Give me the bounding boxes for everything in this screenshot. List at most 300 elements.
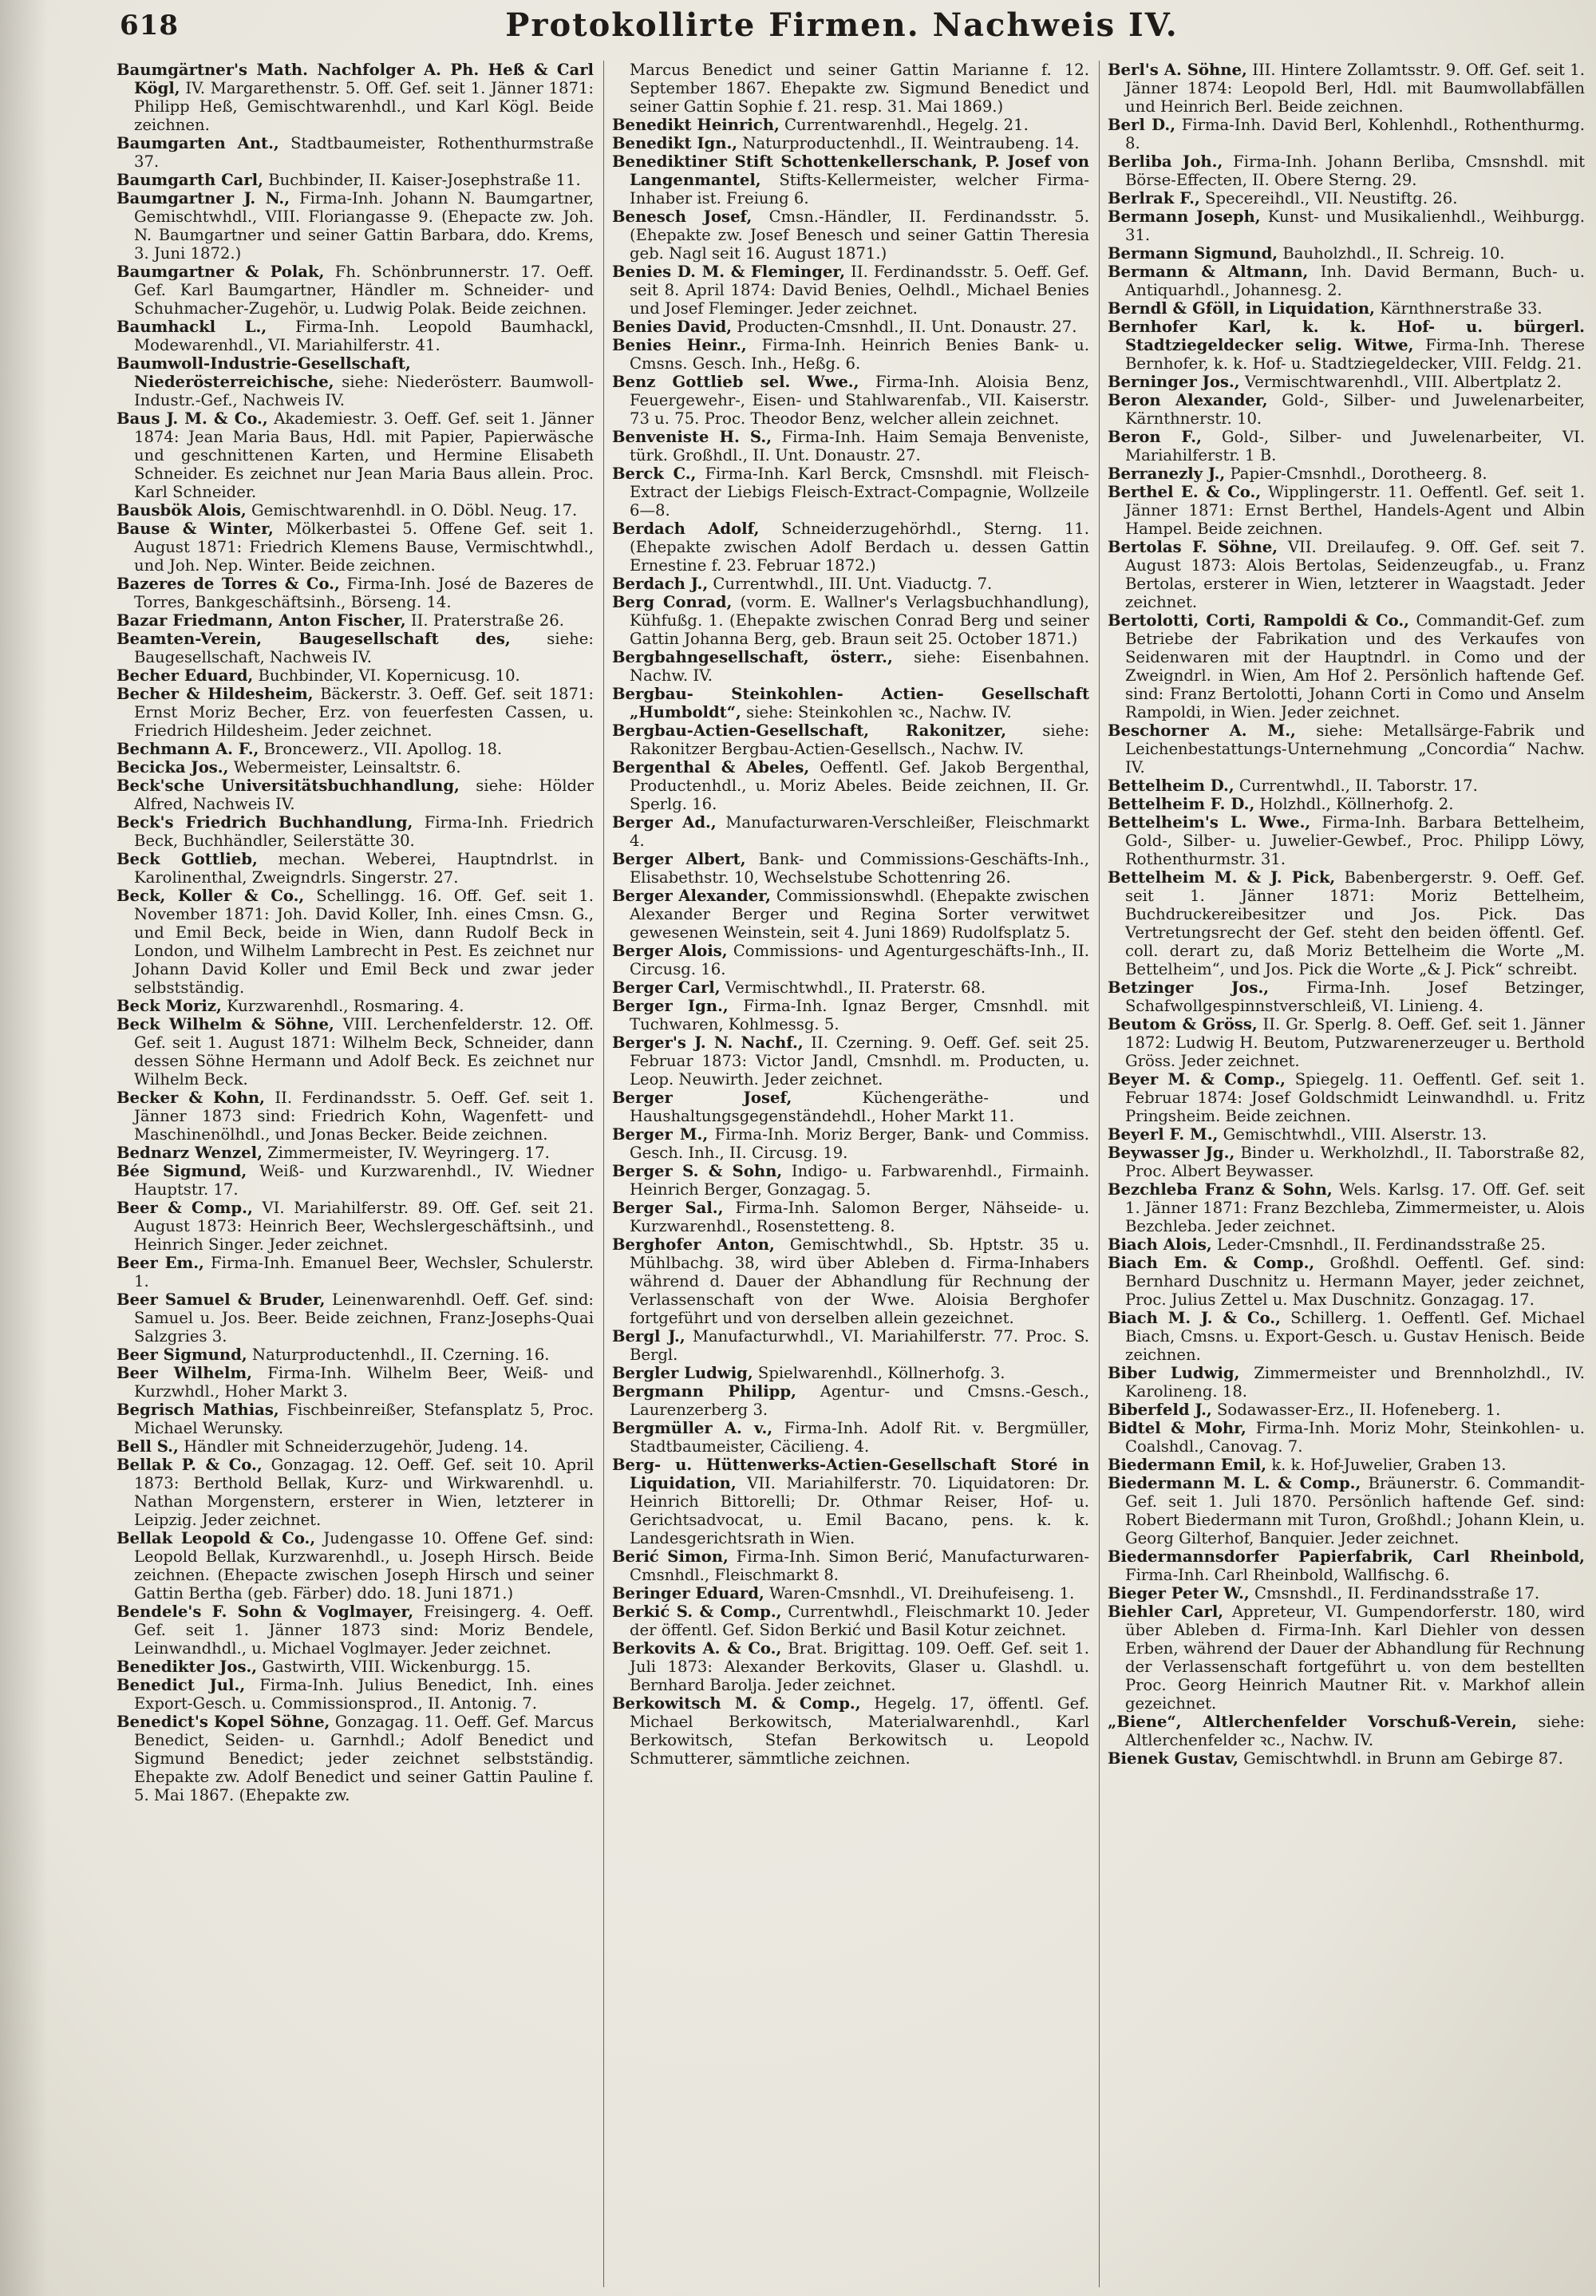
- column-left: [117, 61, 594, 2287]
- firm-name: Bergmüller A. v.,: [612, 1419, 773, 1437]
- firm-entry: [1108, 428, 1585, 464]
- firm-details: Fischbeinreißer, Stefansplatz 5, Proc. Michael Werunsky.: [134, 1401, 594, 1437]
- firm-name: Berger Carl,: [612, 978, 721, 997]
- firm-entry: [612, 263, 1089, 318]
- firm-name: Berghofer Anton,: [612, 1235, 775, 1254]
- firm-name: Bienek Gustav,: [1108, 1749, 1238, 1768]
- firm-name: Bergbau-Actien-Gesellschaft, Rakonitzer,: [612, 721, 1007, 740]
- firm-name: Bause & Winter,: [117, 520, 274, 538]
- firm-details: Großhdl. Oeffentl. Gef. sind: Bernhard Duschnitz u. Hermann Mayer, jeder zeichnet, Proc. Julius Zettel u. Max Duschnitz. Gonzagag. 17.: [1125, 1254, 1585, 1309]
- firm-entry: [612, 978, 1089, 997]
- firm-details: Bank- und Commissions-Geschäfts-Inh., Elisabethstr. 10, Wechselstube Schottenring 26.: [630, 850, 1089, 887]
- firm-name: Becicka Jos.,: [117, 758, 229, 777]
- firm-name: Berliba Joh.,: [1108, 152, 1223, 171]
- firm-name: Berg Conrad,: [612, 593, 733, 611]
- firm-details: Bäckerstr. 3. Oeff. Gef. seit 1871: Ernst Moriz Becher, Erz. von feuerfesten Cassen, u. Friedrich Hildesheim. Jeder zeichnet.: [134, 685, 594, 740]
- firm-name: Berthel E. & Co.,: [1108, 483, 1262, 501]
- firm-name: Benedict Jul.,: [117, 1676, 246, 1694]
- firm-entry: [117, 61, 594, 134]
- firm-details: Schellingg. 16. Off. Gef. seit 1. November 1871: Joh. David Koller, Inh. eines Cmsn. G., und Emil Beck, beide in Wien, dann Rudolf Beck in London, und Wilhelm Lambrecht in Pest. Es zeichnet nur Johann David Koller und Emil Beck und zwar jeder selbstständig.: [134, 887, 594, 997]
- firm-details: Appreteur, VI. Gumpendorferstr. 180, wird über Ableben d. Firma-Inh. Karl Diehler von dessen Erben, während der Dauer der Abhandlung für Rechnung der Verlassenschaft fortgeführt u. von dem bestellten Proc. Georg Heinrich Mautner Rit. v. Markhof allein gezeichnet.: [1125, 1602, 1585, 1713]
- firm-details: Hegelg. 17, öffentl. Gef. Michael Berkowitsch, Materialwarenhdl., Karl Berkowitsch, Stefan Berkowitsch u. Leopold Schmutterer, sämmtliche zeichnen.: [630, 1694, 1089, 1768]
- firm-entry: [612, 1125, 1089, 1162]
- firm-entry: [117, 409, 594, 501]
- firm-name: Biehler Carl,: [1108, 1602, 1224, 1621]
- firm-name: Bettelheim D.,: [1108, 777, 1235, 795]
- firm-details: Kurzwarenhdl., Rosmaring. 4.: [227, 997, 464, 1015]
- firm-details: Naturproductenhdl., II. Czerning. 16.: [251, 1346, 550, 1364]
- firm-name: Becker & Kohn,: [117, 1089, 265, 1107]
- firm-name: Berić Simon,: [612, 1547, 729, 1566]
- firm-name: Beer Sigmund,: [117, 1346, 247, 1364]
- firm-details: Mölkerbastei 5. Offene Gef. seit 1. August 1871: Friedrich Klemens Bause, Vermischtwhdl., und Joh. Nep. Winter. Beide zeichnen.: [134, 520, 594, 575]
- firm-name: Baumgärtner's Math. Nachfolger A. Ph. Heß & Carl Kögl,: [117, 61, 594, 97]
- firm-details: Zimmermeister, IV. Weyringerg. 17.: [267, 1144, 550, 1162]
- firm-details: Händler mit Schneiderzugehör, Judeng. 14.: [184, 1437, 528, 1456]
- firm-details: Papier-Cmsnhdl., Dorotheerg. 8.: [1230, 464, 1487, 483]
- firm-name: Beer Em.,: [117, 1254, 204, 1272]
- firm-name: Benies David,: [612, 318, 733, 336]
- firm-details: siehe: Steinkohlen ꝛc., Nachw. IV.: [746, 703, 1012, 721]
- firm-entry: [1108, 777, 1585, 795]
- firm-name: Bettelheim M. & J. Pick,: [1108, 868, 1336, 887]
- firm-name: Bell S.,: [117, 1437, 179, 1456]
- firm-details: VII. Dreilaufeg. 9. Off. Gef. seit 7. August 1873: Alois Bertolas, Seidenzeugfab., u. Franz Bertolas, ersterer in Wien, letzterer in Waagstadt. Jeder zeichnet.: [1125, 538, 1585, 611]
- firm-details: Gemischtwhdl. in Brunn am Gebirge 87.: [1243, 1749, 1563, 1768]
- firm-entry: [612, 1419, 1089, 1456]
- firm-details: Firma-Inh. Heinrich Benies Bank- u. Cmsns. Gesch. Inh., Heßg. 6.: [630, 336, 1089, 373]
- firm-name: Berdach J.,: [612, 575, 709, 593]
- firm-entry: [612, 1089, 1089, 1125]
- firm-name: Bermann Joseph,: [1108, 207, 1261, 226]
- firm-details: Firma-Inh. Therese Bernhofer, k. k. Hof- u. Stadtziegeldecker, VIII. Feldg. 21.: [1125, 336, 1585, 373]
- firm-details: Currentwhdl., Fleischmarkt 10. Jeder der öffentl. Gef. Sidon Berkić und Basil Kotur zeichnet.: [630, 1602, 1089, 1639]
- firm-name: Berkovits A. & Co.,: [612, 1639, 782, 1658]
- firm-entry: [1108, 483, 1585, 538]
- firm-entry: [612, 997, 1089, 1033]
- firm-entry: [117, 1602, 594, 1658]
- firm-entry: [117, 685, 594, 740]
- firm-entry: [612, 207, 1089, 263]
- firm-name: Berndl & Gföll, in Liquidation,: [1108, 299, 1375, 318]
- firm-name: Bazeres de Torres & Co.,: [117, 575, 340, 593]
- firm-entry: [117, 263, 594, 318]
- firm-entry: [612, 1162, 1089, 1199]
- firm-entry: [612, 1602, 1089, 1639]
- firm-name: Beschorner A. M.,: [1108, 721, 1296, 740]
- firm-details: Gastwirth, VIII. Wickenburgg. 15.: [262, 1658, 531, 1676]
- firm-name: Berninger Jos.,: [1108, 373, 1240, 391]
- firm-entry: [612, 1639, 1089, 1694]
- firm-entry: [117, 777, 594, 813]
- firm-name: Berl D.,: [1108, 116, 1176, 134]
- firm-details: Judengasse 10. Offene Gef. sind: Leopold Bellak, Kurzwarenhdl., u. Joseph Hirsch. Beide zeichnen. (Ehepacte zwischen Joseph Hirsch und seiner Gattin Bertha (geb. Färber) ddo. 18. Juni 1871.): [134, 1529, 594, 1602]
- firm-name: Becher & Hildesheim,: [117, 685, 314, 703]
- firm-entry: [612, 721, 1089, 758]
- firm-name: Bechmann A. F.,: [117, 740, 259, 758]
- firm-entry: [612, 1327, 1089, 1364]
- firm-name: Berger Alois,: [612, 942, 728, 960]
- firm-details: Buchbinder, VI. Kopernicusg. 10.: [258, 666, 520, 685]
- firm-name: Becher Eduard,: [117, 666, 254, 685]
- firm-details: Wels. Karlsg. 17. Off. Gef. seit 1. Jänner 1871: Franz Bezchleba, Zimmermeister, u. Alois Bezchleba. Jeder zeichnet.: [1125, 1180, 1585, 1235]
- firm-entry: [612, 850, 1089, 887]
- firm-entry: [1108, 299, 1585, 318]
- firm-name: Beck'sche Universitätsbuchhandlung,: [117, 777, 460, 795]
- firm-name: „Biene“, Altlerchenfelder Vorschuß-Verein,: [1108, 1713, 1517, 1731]
- firm-details: Broncewerz., VII. Apollog. 18.: [263, 740, 503, 758]
- firm-entry: [117, 1658, 594, 1676]
- firm-name: Baumhackl L.,: [117, 318, 267, 336]
- firm-name: Bertolas F. Söhne,: [1108, 538, 1278, 556]
- firm-entry: [117, 189, 594, 263]
- firm-entry: [117, 887, 594, 997]
- firm-details: k. k. Hof-Juwelier, Graben 13.: [1271, 1456, 1507, 1474]
- firm-details: III. Hintere Zollamtsstr. 9. Off. Gef. seit 1. Jänner 1874: Leopold Berl, Hdl. mit Baumwollabfällen und Heinrich Berl. Beide zeichnen.: [1125, 61, 1585, 116]
- firm-name: Bausbök Alois,: [117, 501, 247, 520]
- firm-details: Holzhdl., Köllnerhofg. 2.: [1259, 795, 1454, 813]
- firm-name: Biber Ludwig,: [1108, 1364, 1240, 1382]
- firm-details: Bräunerstr. 6. Commandit-Gef. seit 1. Juli 1870. Persönlich haftende Gef. sind: Robert Biedermann mit Turon, Großhdl.; Johann Klein, u. Georg Gilterhof, Banquier. Jeder zeichnet.: [1125, 1474, 1585, 1547]
- firm-entry: [1108, 373, 1585, 391]
- firm-details: Firma-Inh. Wilhelm Beer, Weiß- und Kurzwhdl., Hoher Markt 3.: [134, 1364, 594, 1401]
- firm-name: Bendele's F. Sohn & Voglmayer,: [117, 1602, 414, 1621]
- firm-details: siehe: Hölder Alfred, Nachweis IV.: [134, 777, 594, 813]
- firm-details: Waren-Cmsnhdl., VI. Dreihufeiseng. 1.: [769, 1584, 1075, 1602]
- firm-name: Baumgartner J. N.,: [117, 189, 290, 207]
- firm-details: Küchengeräthe- und Haushaltungsgegenständehdl., Hoher Markt 11.: [630, 1089, 1089, 1125]
- firm-entry: [117, 758, 594, 777]
- firm-details: Spielwarenhdl., Köllnerhofg. 3.: [757, 1364, 1005, 1382]
- firm-name: Biach M. J. & Co.,: [1108, 1309, 1281, 1327]
- firm-name: Bieger Peter W.,: [1108, 1584, 1250, 1602]
- firm-details: II. Ferdinandsstr. 5. Oeff. Gef. seit 8. April 1874: David Benies, Oelhdl., Michael Benies und Josef Fleminger. Jeder zeichnet.: [630, 263, 1089, 318]
- firm-details: Gold-, Silber- und Juwelenarbeiter, Kärnthnerstr. 10.: [1125, 391, 1585, 428]
- firm-name: Berkowitsch M. & Comp.,: [612, 1694, 861, 1713]
- firm-details: Vermischtwarenhdl., VIII. Albertplatz 2.: [1244, 373, 1562, 391]
- firm-name: Benedikter Jos.,: [117, 1658, 258, 1676]
- firm-details: Cmsnshdl., II. Ferdinandsstraße 17.: [1254, 1584, 1540, 1602]
- firm-entry: [1108, 207, 1585, 244]
- firm-details: Firma-Inh. Johann Berliba, Cmsnshdl. mit Börse-Effecten, II. Obere Sterng. 29.: [1125, 152, 1585, 189]
- page-number: 618: [120, 10, 179, 41]
- text-columns: [117, 61, 1585, 2287]
- firm-entry: [117, 1401, 594, 1437]
- firm-details: Marcus Benedict und seiner Gattin Marianne f. 12. September 1867. Ehepakte zw. Sigmund Benedict und seiner Gattin Sophie f. 21. resp. 31. Mai 1869.): [630, 61, 1089, 116]
- firm-name: Berger Sal.,: [612, 1199, 724, 1217]
- firm-name: Bazar Friedmann, Anton Fischer,: [117, 611, 406, 630]
- firm-entry: [612, 464, 1089, 520]
- firm-details: siehe: Baugesellschaft, Nachweis IV.: [134, 630, 594, 666]
- firm-details: Indigo- u. Farbwarenhdl., Firmainh. Heinrich Berger, Gonzagag. 5.: [630, 1162, 1089, 1199]
- firm-details: VI. Mariahilferstr. 89. Off. Gef. seit 21. August 1873: Heinrich Beer, Wechslergeschäftsinh., und Heinrich Singer. Jeder zeichnet.: [134, 1199, 594, 1254]
- firm-details: siehe: Eisenbahnen. Nachw. IV.: [630, 648, 1089, 685]
- firm-entry: [1108, 1235, 1585, 1254]
- firm-details: Stifts-Kellermeister, welcher Firma-Inhaber ist. Freiung 6.: [630, 171, 1089, 207]
- firm-entry: [117, 997, 594, 1015]
- firm-details: Firma-Inh. Moriz Mohr, Steinkohlen- u. Coalshdl., Canovag. 7.: [1125, 1419, 1585, 1456]
- firm-name: Beamten-Verein, Baugesellschaft des,: [117, 630, 511, 648]
- firm-details: Sodawasser-Erz., II. Hofeneberg. 1.: [1216, 1401, 1501, 1419]
- firm-name: Baumgarth Carl,: [117, 171, 263, 189]
- firm-name: Beyerl F. M.,: [1108, 1125, 1219, 1144]
- firm-name: Beer Wilhelm,: [117, 1364, 252, 1382]
- firm-entry: [612, 134, 1089, 152]
- firm-name: Bernhofer Karl, k. k. Hof- u. bürgerl. Stadtziegeldecker selig. Witwe,: [1108, 318, 1585, 354]
- firm-name: Berger Alexander,: [612, 887, 771, 905]
- firm-details: Buchbinder, II. Kaiser-Josephstraße 11.: [268, 171, 581, 189]
- firm-entry: [1108, 116, 1585, 152]
- firm-entry: [117, 813, 594, 850]
- firm-entry: [117, 520, 594, 575]
- firm-entry: [117, 630, 594, 666]
- firm-entry: [1108, 244, 1585, 263]
- firm-details: Spiegelg. 11. Oeffentl. Gef. seit 1. Februar 1874: Josef Goldschmidt Leinwandhdl. u. Fritz Pringsheim. Beide zeichnen.: [1125, 1070, 1585, 1125]
- firm-name: Biedermann M. L. & Comp.,: [1108, 1474, 1361, 1492]
- firm-details: siehe: Niederösterr. Baumwoll-Industr.-Gef., Nachweis IV.: [134, 373, 594, 409]
- firm-entry: [1108, 464, 1585, 483]
- firm-name: Berg- u. Hüttenwerks-Actien-Gesellschaft Storé in Liquidation,: [612, 1456, 1089, 1492]
- firm-details: Currentwhdl., III. Unt. Viaductg. 7.: [713, 575, 993, 593]
- firm-name: Berger Josef,: [612, 1089, 792, 1107]
- firm-details: VIII. Lerchenfelderstr. 12. Off. Gef. seit 1. August 1871: Wilhelm Beck, Schneider, dann dessen Söhne Hermann und Adolf Beck. Es zeichnet nur Wilhelm Beck.: [134, 1015, 594, 1089]
- firm-details: IV. Margarethenstr. 5. Off. Gef. seit 1. Jänner 1871: Philipp Heß, Gemischtwarenhdl., und Karl Kögl. Beide zeichnen.: [134, 79, 594, 134]
- firm-name: Begrisch Mathias,: [117, 1401, 279, 1419]
- firm-entry: [117, 850, 594, 887]
- firm-name: Beutom & Gröss,: [1108, 1015, 1258, 1033]
- firm-name: Benies D. M. & Fleminger,: [612, 263, 846, 281]
- firm-entry: [1108, 1144, 1585, 1180]
- firm-entry: [1108, 611, 1585, 721]
- firm-entry: [117, 1529, 594, 1602]
- firm-entry: [612, 685, 1089, 721]
- firm-entry: [117, 666, 594, 685]
- firm-entry: [612, 1694, 1089, 1768]
- firm-name: Biberfeld J.,: [1108, 1401, 1212, 1419]
- firm-details: Schneiderzugehörhdl., Sterng. 11. (Ehepakte zwischen Adolf Berdach u. dessen Gattin Ernestine f. 23. Februar 1872.): [630, 520, 1089, 575]
- firm-entry: [117, 611, 594, 630]
- firm-entry: [1108, 813, 1585, 868]
- firm-entry: [117, 1089, 594, 1144]
- firm-entry: [612, 428, 1089, 464]
- firm-details: Gonzagag. 12. Oeff. Gef. seit 10. April 1873: Berthold Bellak, Kurz- und Wirkwarenhdl. u. Nathan Morgenstern, ersterer in Wien, letzterer in Leipzig. Jeder zeichnet.: [134, 1456, 594, 1529]
- firm-name: Beck Moriz,: [117, 997, 222, 1015]
- firm-name: Betzinger Jos.,: [1108, 978, 1270, 997]
- firm-name: Bergler Ludwig,: [612, 1364, 753, 1382]
- firm-entry: [1108, 538, 1585, 611]
- firm-name: Benveniste H. S.,: [612, 428, 772, 446]
- firm-details: Specereihdl., VII. Neustiftg. 26.: [1205, 189, 1458, 207]
- firm-entry: [1108, 391, 1585, 428]
- firm-entry: [612, 887, 1089, 942]
- firm-details: Leder-Cmsnhdl., II. Ferdinandsstraße 25.: [1216, 1235, 1546, 1254]
- firm-name: Bezchleba Franz & Sohn,: [1108, 1180, 1333, 1199]
- firm-details: Webermeister, Leinsaltstr. 6.: [233, 758, 461, 777]
- firm-entry: [1108, 1309, 1585, 1364]
- page-edge-shadow: [0, 0, 48, 2296]
- firm-entry: [117, 354, 594, 409]
- firm-entry: [117, 171, 594, 189]
- firm-entry: [117, 1144, 594, 1162]
- firm-details: Firma-Inh. Aloisia Benz, Feuergewehr-, Eisen- und Stahlwarenfab., VII. Kaiserstr. 73 u. 75. Proc. Theodor Benz, welcher allein zeichnet.: [630, 373, 1089, 428]
- firm-name: Bettelheim's L. Wwe.,: [1108, 813, 1311, 832]
- page-title: Protokollirte Firmen. Nachweis IV.: [505, 6, 1179, 44]
- firm-details: Gonzagag. 11. Oeff. Gef. Marcus Benedict, Seiden- u. Garnhdl.; Adolf Benedict und Sigmund Benedict; jeder zeichnet selbstständig. Ehepakte zw. Adolf Benedict und seiner Gattin Pauline f. 5. Mai 1867. (Ehepakte zw.: [134, 1713, 594, 1804]
- firm-details: Firma-Inh. Barbara Bettelheim, Gold-, Silber- u. Juwelier-Gewbef., Proc. Philipp Löwy, Rothenthurmstr. 31.: [1125, 813, 1585, 868]
- firm-details: Currentwhdl., II. Taborstr. 17.: [1238, 777, 1478, 795]
- firm-name: Bergbau- Steinkohlen- Actien- Gesellschaft „Humboldt“,: [612, 685, 1089, 721]
- firm-name: Beron Alexander,: [1108, 391, 1268, 409]
- firm-details: Firma-Inh. Emanuel Beer, Wechsler, Schulerstr. 1.: [134, 1254, 594, 1290]
- firm-name: Beer Samuel & Bruder,: [117, 1290, 326, 1309]
- firm-entry: [117, 1437, 594, 1456]
- firm-details: Wipplingerstr. 11. Oeffentl. Gef. seit 1. Jänner 1871: Ernst Berthel, Handels-Agent und Albin Hampel. Beide zeichnen.: [1125, 483, 1585, 538]
- firm-details: Leinenwarenhdl. Oeff. Gef. sind: Samuel u. Jos. Beer. Beide zeichnen, Franz-Josephs-Quai Salzgries 3.: [134, 1290, 594, 1346]
- firm-details: Producten-Cmsnhdl., II. Unt. Donaustr. 27.: [737, 318, 1077, 336]
- firm-entry: [117, 1346, 594, 1364]
- firm-details: Gemischtwarenhdl. in O. Döbl. Neug. 17.: [251, 501, 578, 520]
- firm-entry: [612, 61, 1089, 116]
- firm-name: Beringer Eduard,: [612, 1584, 764, 1602]
- firm-entry: [117, 1676, 594, 1713]
- firm-name: Bettelheim F. D.,: [1108, 795, 1255, 813]
- firm-details: siehe: Rakonitzer Bergbau-Actien-Gesellsch., Nachw. IV.: [630, 721, 1089, 758]
- firm-details: Akademiestr. 3. Oeff. Gef. seit 1. Jänner 1874: Jean Maria Baus, Hdl. mit Papier, Papierwäsche und geschnittenen Karten, und Hermine Elisabeth Schneider. Es zeichnet nur Jean Maria Baus allein. Proc. Karl Schneider.: [134, 409, 594, 501]
- firm-entry: [117, 575, 594, 611]
- firm-name: Bergbahngesellschaft, österr.,: [612, 648, 893, 666]
- firm-name: Bellak P. & Co.,: [117, 1456, 263, 1474]
- firm-details: siehe: Altlerchenfelder ꝛc., Nachw. IV.: [1125, 1713, 1585, 1749]
- firm-details: Freisingerg. 4. Oeff. Gef. seit 1. Jänner 1873 sind: Moriz Bendele, Leinwandhdl., u. Michael Voglmayer. Jeder zeichnet.: [134, 1602, 594, 1658]
- firm-name: Benz Gottlieb sel. Wwe.,: [612, 373, 859, 391]
- firm-details: Cmsn.-Händler, II. Ferdinandsstr. 5. (Ehepakte zw. Josef Benesch und seiner Gattin Theresia geb. Nagl seit 16. August 1871.): [630, 207, 1089, 263]
- firm-entry: [612, 1584, 1089, 1602]
- firm-entry: [117, 1162, 594, 1199]
- firm-details: Manufacturwhdl., VI. Mariahilferstr. 77. Proc. S. Bergl.: [630, 1327, 1089, 1364]
- column-middle: [603, 61, 1089, 2287]
- firm-name: Berck C.,: [612, 464, 697, 483]
- firm-name: Biedermannsdorfer Papierfabrik, Carl Rheinbold,: [1108, 1547, 1585, 1566]
- firm-entry: [612, 1364, 1089, 1382]
- firm-details: Firma-Inh. David Berl, Kohlenhdl., Rothenthurmg. 8.: [1125, 116, 1585, 152]
- firm-name: Bermann Sigmund,: [1108, 244, 1278, 263]
- firm-details: Zimmermeister und Brennholzhdl., IV. Karolineng. 18.: [1125, 1364, 1585, 1401]
- firm-entry: [1108, 1419, 1585, 1456]
- firm-details: II. Praterstraße 26.: [410, 611, 564, 630]
- firm-entry: [612, 648, 1089, 685]
- firm-details: Firma-Inh. Johann N. Baumgartner, Gemischtwhdl., VIII. Floriangasse 9. (Ehepacte zw. Joh. N. Baumgartner und seiner Gattin Barbara, ddo. Krems, 3. Juni 1872.): [134, 189, 594, 263]
- firm-details: Firma-Inh. Haim Semaja Benveniste, türk. Großhdl., II. Unt. Donaustr. 27.: [630, 428, 1089, 464]
- firm-entry: [612, 575, 1089, 593]
- firm-entry: [117, 318, 594, 354]
- firm-details: Firma-Inh. Simon Berić, Manufacturwaren-Cmsnhdl., Fleischmarkt 8.: [630, 1547, 1089, 1584]
- firm-name: Beron F.,: [1108, 428, 1202, 446]
- firm-name: Berranezly J.,: [1108, 464, 1226, 483]
- firm-name: Beer & Comp.,: [117, 1199, 253, 1217]
- firm-entry: [612, 1033, 1089, 1089]
- firm-entry: [1108, 1125, 1585, 1144]
- firm-name: Benesch Josef,: [612, 207, 753, 226]
- firm-name: Benedikt Ign.,: [612, 134, 738, 152]
- firm-name: Beyer M. & Comp.,: [1108, 1070, 1286, 1089]
- firm-details: Firma-Inh. Ignaz Berger, Cmsnhdl. mit Tuchwaren, Kohlmessg. 5.: [630, 997, 1089, 1033]
- firm-entry: [612, 152, 1089, 207]
- firm-name: Benedikt Heinrich,: [612, 116, 780, 134]
- firm-entry: [1108, 1584, 1585, 1602]
- firm-entry: [117, 1713, 594, 1804]
- firm-entry: [1108, 1254, 1585, 1309]
- firm-name: Bednarz Wenzel,: [117, 1144, 263, 1162]
- firm-details: Firma-Inh. Carl Rheinbold, Wallfischg. 6.: [1125, 1566, 1450, 1584]
- firm-entry: [612, 1199, 1089, 1235]
- firm-name: Berger Albert,: [612, 850, 746, 868]
- firm-name: Berlrak F.,: [1108, 189, 1200, 207]
- firm-details: Firma-Inh. Moriz Berger, Bank- und Commiss. Gesch. Inh., II. Circusg. 19.: [630, 1125, 1089, 1162]
- firm-entry: [117, 1199, 594, 1254]
- firm-name: Benies Heinr.,: [612, 336, 747, 354]
- firm-entry: [117, 1290, 594, 1346]
- firm-details: Kärnthnerstraße 33.: [1380, 299, 1543, 318]
- firm-entry: [117, 1456, 594, 1529]
- firm-entry: [612, 116, 1089, 134]
- firm-name: Bellak Leopold & Co.,: [117, 1529, 316, 1547]
- firm-name: Biedermann Emil,: [1108, 1456, 1267, 1474]
- firm-name: Beck Wilhelm & Söhne,: [117, 1015, 334, 1033]
- firm-name: Beck's Friedrich Buchhandlung,: [117, 813, 413, 832]
- firm-details: II. Gr. Sperlg. 8. Oeff. Gef. seit 1. Jänner 1872: Ludwig H. Beutom, Putzwarenerzeuger u. Berthold Gröss. Jeder zeichnet.: [1125, 1015, 1585, 1070]
- firm-name: Bée Sigmund,: [117, 1162, 247, 1180]
- firm-name: Bertolotti, Corti, Rampoldi & Co.,: [1108, 611, 1409, 630]
- firm-details: Bauholzhdl., II. Schreig. 10.: [1282, 244, 1505, 263]
- firm-details: (vorm. E. Wallner's Verlagsbuchhandlung), Kühfußg. 1. (Ehepakte zwischen Conrad Berg und seiner Gattin Johanna Berg, geb. Braun seit 25. October 1871.): [630, 593, 1089, 648]
- firm-details: Firma-Inh. Karl Berck, Cmsnshdl. mit Fleisch-Extract der Liebigs Fleisch-Extract-Compagnie, Wollzeile 6—8.: [630, 464, 1089, 520]
- firm-details: Firma-Inh. Julius Benedict, Inh. eines Export-Gesch. u. Commissionsprod., II. Antonig. 7.: [134, 1676, 594, 1713]
- firm-details: II. Ferdinandsstr. 5. Oeff. Gef. seit 1. Jänner 1873 sind: Friedrich Kohn, Wagenfett- und Maschinenölhdl., und Jonas Becker. Beide zeichnen.: [134, 1089, 594, 1144]
- firm-entry: [612, 813, 1089, 850]
- firm-details: Gemischtwhdl., VIII. Alserstr. 13.: [1223, 1125, 1487, 1144]
- firm-name: Berger's J. N. Nachf.,: [612, 1033, 804, 1052]
- firm-entry: [117, 134, 594, 171]
- firm-details: Fh. Schönbrunnerstr. 17. Oeff. Gef. Karl Baumgartner, Händler m. Schneider- und Schuhmacher-Zugehör, u. Ludwig Polak. Beide zeichnen.: [134, 263, 594, 318]
- firm-entry: [117, 1364, 594, 1401]
- firm-name: Baus J. M. & Co.,: [117, 409, 268, 428]
- firm-entry: [1108, 1474, 1585, 1547]
- firm-details: Firma-Inh. Leopold Baumhackl, Modewarenhdl., VI. Mariahilferstr. 41.: [134, 318, 594, 354]
- firm-name: Biach Em. & Comp.,: [1108, 1254, 1315, 1272]
- firm-details: Schillerg. 1. Oeffentl. Gef. Michael Biach, Cmsns. u. Export-Gesch. u. Gustav Henisch. Beide zeichnen.: [1125, 1309, 1585, 1364]
- firm-entry: [1108, 152, 1585, 189]
- firm-entry: [1108, 1456, 1585, 1474]
- firm-name: Berl's A. Söhne,: [1108, 61, 1247, 79]
- firm-name: Berdach Adolf,: [612, 520, 760, 538]
- firm-name: Bergl J.,: [612, 1327, 685, 1346]
- firm-name: Baumgartner & Polak,: [117, 263, 325, 281]
- firm-details: Stadtbaumeister, Rothenthurmstraße 37.: [134, 134, 594, 171]
- firm-entry: [1108, 1180, 1585, 1235]
- firm-name: Beywasser Jg.,: [1108, 1144, 1235, 1162]
- firm-name: Baumgarten Ant.,: [117, 134, 279, 152]
- firm-entry: [1108, 189, 1585, 207]
- firm-entry: [612, 318, 1089, 336]
- firm-name: Berger Ign.,: [612, 997, 729, 1015]
- firm-details: Oeffentl. Gef. Jakob Bergenthal, Productenhdl., u. Moriz Abeles. Beide zeichnen, II. Gr. Sperlg. 16.: [630, 758, 1089, 813]
- firm-entry: [612, 1382, 1089, 1419]
- firm-details: Babenbergerstr. 9. Oeff. Gef. seit 1. Jänner 1871: Moriz Bettelheim, Buchdruckereibesitzer und Jos. Pick. Das Vertretungsrecht der Gef. steht den beiden öffentl. Gef. coll. derart zu, daß Moriz Bettelheim die Worte „M. Bettelheim“, und Jos. Pick die Worte „& J. Pick“ schreibt.: [1125, 868, 1585, 978]
- firm-name: Berkić S. & Comp.,: [612, 1602, 782, 1621]
- firm-details: Commissionswhdl. (Ehepakte zwischen Alexander Berger und Regina Sorter verwitwet gewesenen Weinstein, seit 4. Juni 1869) Rudolfsplatz 5.: [630, 887, 1089, 942]
- firm-details: Commissions- und Agenturgeschäfts-Inh., II. Circusg. 16.: [630, 942, 1089, 978]
- firm-entry: [612, 593, 1089, 648]
